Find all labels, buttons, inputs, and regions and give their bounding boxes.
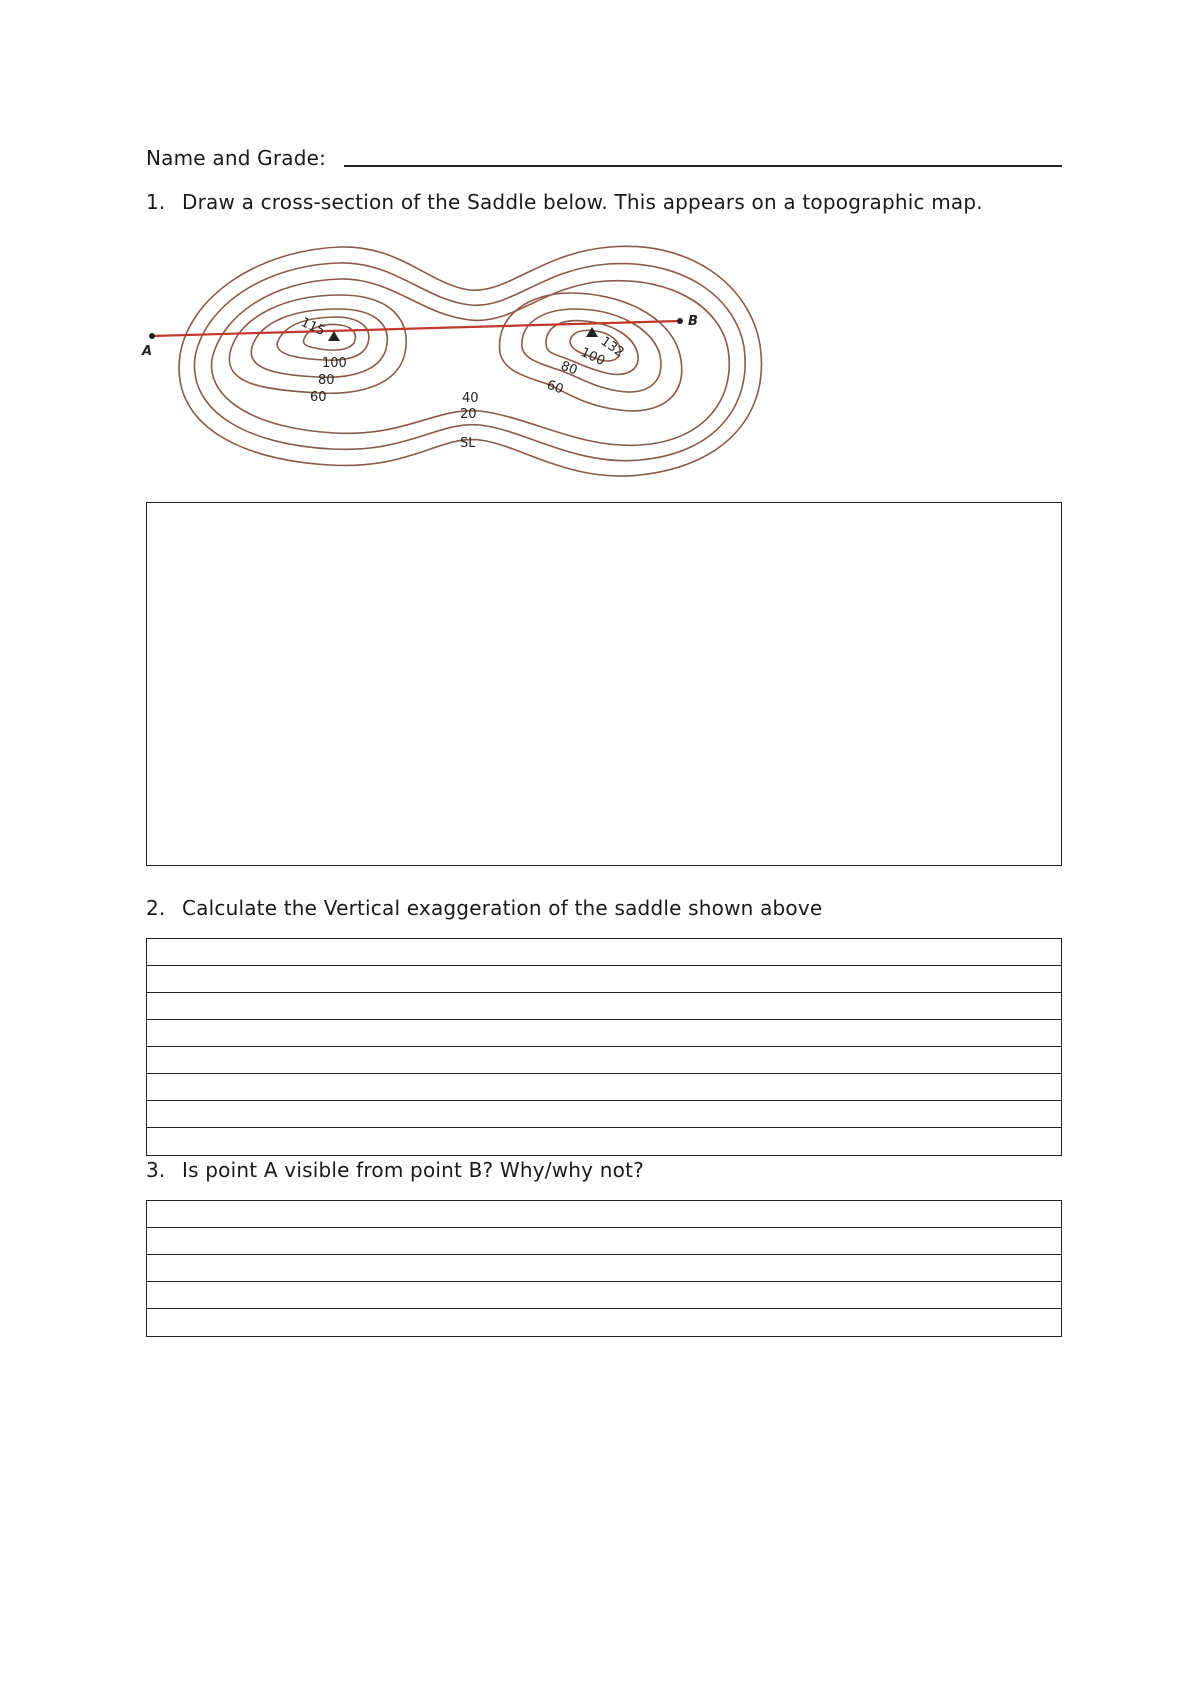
answer-line[interactable] xyxy=(147,966,1061,993)
contour-label-40: 40 xyxy=(462,391,479,406)
contour-label-100-right: 100 xyxy=(578,345,608,370)
contour-label-sl: SL xyxy=(460,436,476,451)
contour-20 xyxy=(194,263,745,461)
contour-label-132: 132 xyxy=(597,333,627,361)
answer-line[interactable] xyxy=(147,1128,1061,1155)
answer-box-q3[interactable] xyxy=(146,1200,1062,1337)
contour-label-20: 20 xyxy=(460,407,477,422)
contour-label-115: 115 xyxy=(298,315,328,340)
point-a-label: A xyxy=(142,344,153,359)
contour-label-80-right: 80 xyxy=(558,358,580,379)
answer-line[interactable] xyxy=(147,1101,1061,1128)
summit-left-marker xyxy=(328,331,340,341)
topographic-map xyxy=(142,235,790,500)
point-b-marker xyxy=(677,318,683,324)
question-number: 1. xyxy=(146,190,166,214)
question-number: 3. xyxy=(146,1158,166,1182)
question-3 xyxy=(146,1158,644,1182)
answer-line[interactable] xyxy=(147,993,1061,1020)
point-b-label: B xyxy=(688,314,698,329)
question-2 xyxy=(146,896,822,920)
name-grade-field[interactable] xyxy=(344,165,1062,167)
answer-line[interactable] xyxy=(147,1020,1061,1047)
answer-line[interactable] xyxy=(147,1309,1061,1336)
contour-label-60-left: 60 xyxy=(310,390,327,405)
contour-label-100-left: 100 xyxy=(322,356,347,371)
point-a-marker xyxy=(149,333,155,339)
question-number: 2. xyxy=(146,896,166,920)
question-1 xyxy=(146,190,983,214)
answer-box-q2[interactable] xyxy=(146,938,1062,1156)
cross-section-drawing-area[interactable] xyxy=(146,502,1062,866)
contour-left-80 xyxy=(251,309,387,377)
question-text: Calculate the Vertical exaggeration of the saddle shown above xyxy=(182,896,823,920)
question-text: Draw a cross-section of the Saddle below. This appears on a topographic map. xyxy=(182,190,983,214)
answer-line[interactable] xyxy=(147,1282,1061,1309)
answer-line[interactable] xyxy=(147,1047,1061,1074)
question-text: Is point A visible from point B? Why/why not? xyxy=(182,1158,644,1182)
answer-line[interactable] xyxy=(147,939,1061,966)
name-grade-label: Name and Grade: xyxy=(146,146,327,170)
contour-label-60-right: 60 xyxy=(544,377,566,398)
answer-line[interactable] xyxy=(147,1228,1061,1255)
summit-right-marker xyxy=(586,327,598,337)
answer-line[interactable] xyxy=(147,1201,1061,1228)
answer-line[interactable] xyxy=(147,1074,1061,1101)
contour-label-80-left: 80 xyxy=(318,373,335,388)
answer-line[interactable] xyxy=(147,1255,1061,1282)
